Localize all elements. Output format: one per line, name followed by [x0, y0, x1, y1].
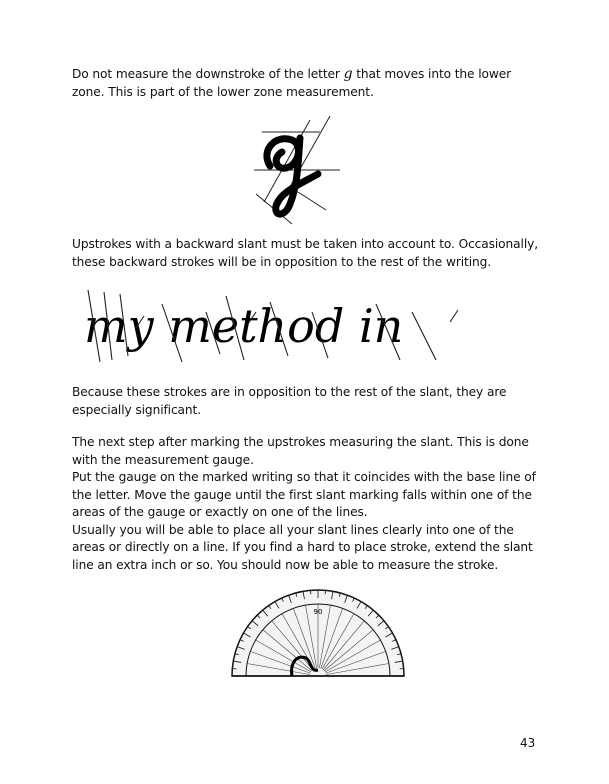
- paragraph-gauge-instructions: [72, 434, 542, 574]
- p1-text-before: Do not measure the downstroke of the letter: [72, 67, 340, 81]
- paragraph-lower-zone: [72, 66, 542, 101]
- handwriting-sample-figure: [66, 282, 476, 366]
- measurement-gauge-figure: [228, 584, 408, 680]
- paragraph-backward-slant: [72, 236, 542, 271]
- gauge-center-label: 90: [313, 608, 323, 616]
- paragraph-opposition: [72, 384, 542, 419]
- p4b-text: Put the gauge on the marked writing so that it coincides with the base line of the letter. Move the gauge until the first slant marking falls within one of the areas of the gauge or exactly on one of the lines.: [72, 470, 536, 519]
- g-glyph: [267, 138, 318, 214]
- handwriting-sample-text: my method in: [84, 299, 404, 353]
- p2-text: Upstrokes with a backward slant must be taken into account to. Occasionally, these backward strokes will be in opposition to the rest of the writing.: [72, 237, 538, 269]
- letter-g-figure: [240, 114, 350, 226]
- p4c-text: Usually you will be able to place all your slant lines clearly into one of the areas or directly on a line. If you find a hard to place stroke, extend the slant line an extra inch or so. You should now be able to measure the stroke.: [72, 522, 533, 572]
- p1-text-after: that moves into the lower zone. This is part of the lower zone measurement.: [72, 67, 512, 99]
- page-number: 43: [520, 736, 536, 750]
- p4a-text: The next step after marking the upstrokes measuring the slant. This is done with the measurement gauge.: [72, 435, 529, 467]
- p3-text: Because these strokes are in opposition to the rest of the slant, they are especially significant.: [72, 385, 507, 417]
- inline-letter-g: g: [343, 66, 353, 82]
